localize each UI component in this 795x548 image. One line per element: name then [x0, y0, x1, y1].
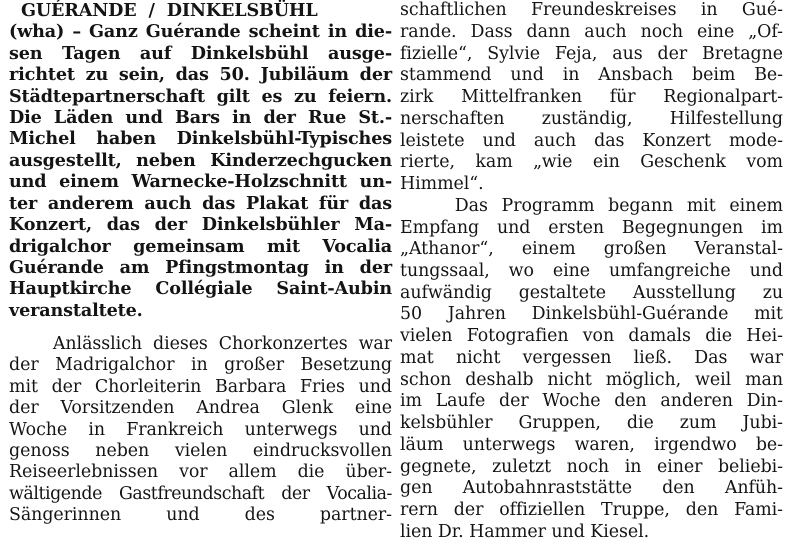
lead-line: sen Tagen auf Dinkelsbühl ausge- — [9, 42, 392, 64]
body-line: schaftlichen Freundeskreises in Gué- — [400, 0, 783, 20]
body-line: Woche in Frankreich unterwegs und — [9, 419, 392, 440]
body-line: kelsbühler Gruppen, die zum Jubi- — [400, 413, 783, 434]
body-line: „Athanor“, einem großen Veranstal- — [400, 239, 783, 260]
body-line: rande. Dass dann auch noch eine „Of- — [400, 21, 783, 42]
body-line: tungssaal, wo eine umfangreiche und — [400, 261, 783, 281]
body-line: zirk Mittelfranken für Regionalpart- — [400, 87, 783, 107]
body-line: rern der offiziellen Truppe, den Fami- — [400, 500, 783, 521]
body-line: Anlässlich dieses Chorkonzertes war — [9, 333, 392, 354]
body-line: mat nicht vergessen ließ. Das war — [400, 347, 783, 368]
lead-line: Konzert, das der Dinkelsbühler Ma- — [9, 214, 392, 236]
body-line: wältigende Gastfreundschaft der Vocalia- — [9, 483, 392, 504]
body-line: 50 Jahren Dinkelsbühl-Guérande mit — [400, 304, 783, 325]
body-line: gen Autobahnraststätte den Anfüh- — [400, 478, 783, 499]
body-line: läum unterwegs waren, irgendwo be- — [400, 434, 783, 455]
body-line: Das Programm begann mit einem — [400, 195, 783, 216]
lead-line: ter anderem auch das Plakat für das — [9, 192, 392, 214]
lead-line: Städtepartnerschaft gilt es zu feiern. — [9, 85, 392, 107]
body-line: schon deshalb nicht möglich, weil man — [400, 369, 783, 390]
body-line: Reiseerlebnissen vor allem die über- — [9, 462, 392, 483]
body-line: Sängerinnen und des partner- — [9, 505, 392, 526]
body-line: gegnete, zuletzt noch in einer beliebi- — [400, 456, 783, 477]
lead-line: Die Läden und Bars in der Rue St.- — [9, 107, 392, 128]
body-line: genoss neben vielen eindrucksvollen — [9, 441, 392, 461]
body-line: der Madrigalchor in großer Besetzung — [9, 355, 392, 376]
lead-line: veranstaltete. — [9, 299, 143, 321]
body-line: rierte, kam „wie ein Geschenk vom — [400, 152, 783, 173]
lead-line: drigalchor gemeinsam mit Vocalia — [9, 235, 392, 257]
body-line: der Vorsitzenden Andrea Glenk eine — [9, 398, 392, 419]
body-line: Empfang und ersten Begegnungen im — [400, 217, 783, 238]
body-line: Himmel“. — [400, 174, 484, 194]
body-line: stammend und in Ansbach beim Be- — [400, 65, 783, 86]
lead-line: Guérande am Pfingstmontag in der — [9, 256, 392, 278]
dateline: GUÉRANDE / DINKELSBÜHL — [9, 0, 318, 21]
lead-line: ausgestellt, neben Kinderzechgucken — [9, 149, 392, 171]
body-line: im Laufe der Woche den anderen Din- — [400, 391, 783, 412]
body-line: vielen Fotografien von damals die Hei- — [400, 326, 783, 347]
body-line: fizielle“, Sylvie Feja, aus der Bretagne — [400, 43, 783, 64]
lead-line: und einem Warnecke-Holzschnitt un- — [9, 171, 392, 193]
lead-line: Hauptkirche Collégiale Saint-Aubin — [9, 278, 392, 300]
lead-line: Michel haben Dinkelsbühl-Typisches — [9, 128, 392, 150]
body-line: leistete und auch das Konzert mode- — [400, 130, 783, 151]
lead-line: (wha) – Ganz Guérande scheint in die- — [9, 21, 392, 43]
body-line: aufwändig gestaltete Ausstellung zu — [400, 282, 783, 303]
body-line: lien Dr. Hammer und Kiesel. — [400, 521, 650, 542]
body-line: mit der Chorleiterin Barbara Fries und — [9, 376, 392, 397]
lead-line: richtet zu sein, das 50. Jubiläum der — [9, 64, 392, 86]
body-line: nerschaften zuständig, Hilfestellung — [400, 108, 783, 129]
